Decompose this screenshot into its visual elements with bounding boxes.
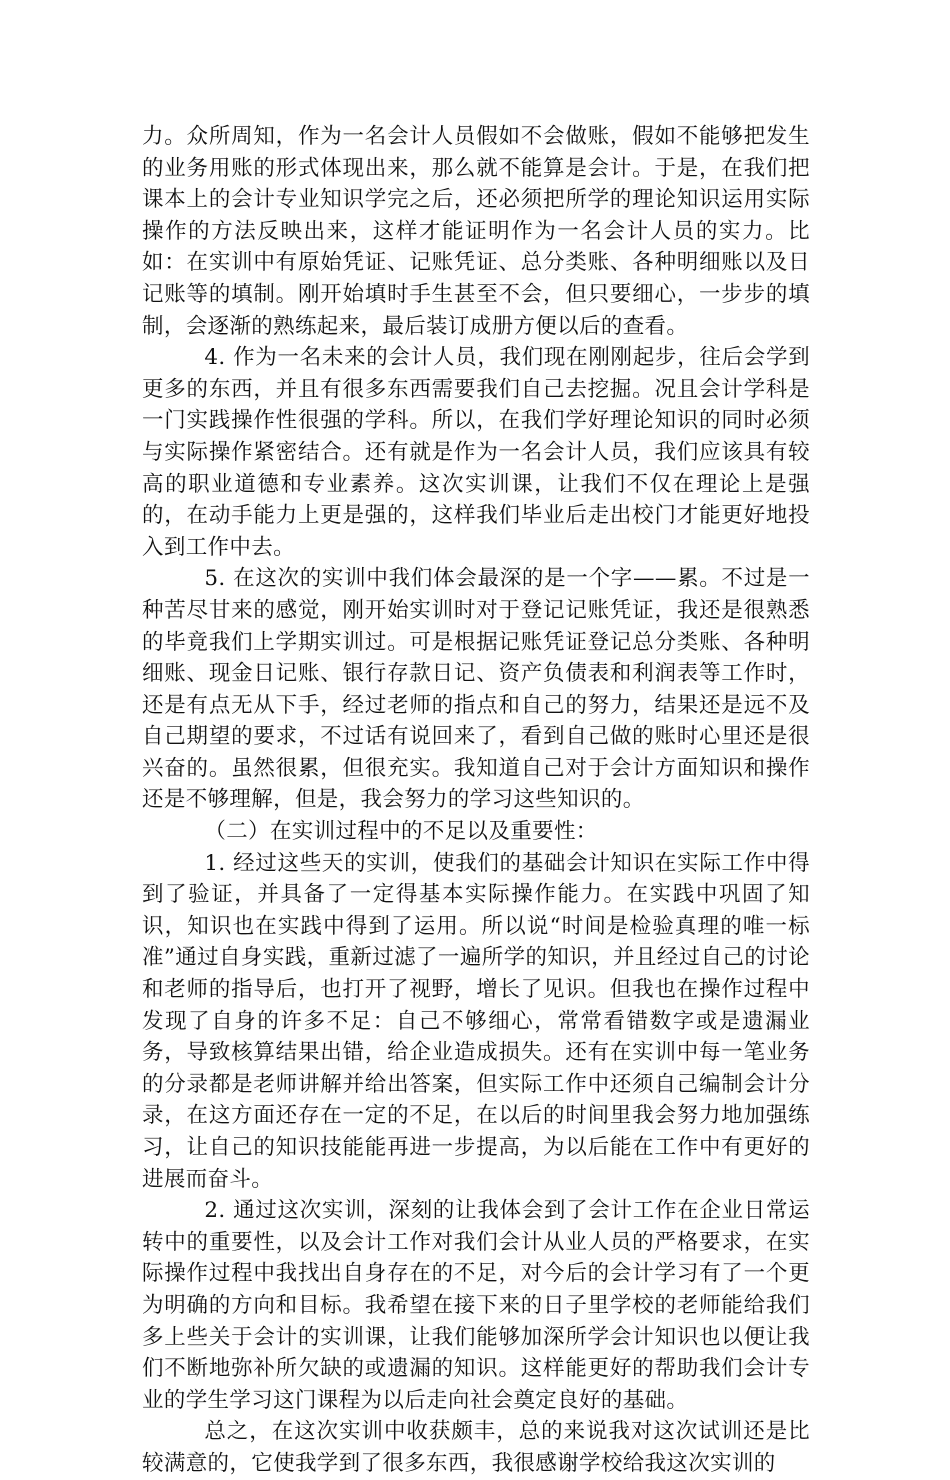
section-heading: （二）在实训过程中的不足以及重要性： bbox=[204, 819, 598, 845]
paragraph-item-1: 1. 经过这些天的实训，使我们的基础会计知识在实际工作中得到了验证，并具备了一定得基本实际操作能力。在实践中巩固了知识，知识也在实践中得到了运用。所以说“时间是检验真理的唯一标准”通过自身实践，重新过滤了一遍所学的知识，并且经过自己的讨论和老师的指导后，也打开了视野，增长了见识。但我也在操作过程中发现了自身的许多不足：自己不够细心，常常看错数字或是遗漏业务，导致核算结果出错，给企业造成损失。还有在实训中每一笔业务的分录都是老师讲解并给出答案，但实际工作中还须自己编制会计分录，在这方面还存在一定的不足，在以后的时间里我会努力地加强练习，让自己的知识技能能再进一步提高，为以后能在工作中有更好的进展而奋斗。 bbox=[142, 850, 810, 1192]
paragraph-item-5: 5. 在这次的实训中我们体会最深的是一个字——累。不过是一种苦尽甘来的感觉，刚开始实训时对于登记记账凭证，我还是很熟悉的毕竟我们上学期实训过。可是根据记账凭证登记总分类账、各种明细账、现金日记账、银行存款日记、资产负债表和利润表等工作时，还是有点无从下手，经过老师的指点和自己的努力，结果还是远不及自己期望的要求，不过话有说回来了，看到自己做的账时心里还是很兴奋的。虽然很累，但很充实。我知道自己对于会计方面知识和操作还是不够理解，但是，我会努力的学习这些知识的。 bbox=[142, 566, 810, 813]
paragraph-continuation: 力。众所周知，作为一名会计人员假如不会做账，假如不能够把发生的业务用账的形式体现出来，那么就不能算是会计。于是，在我们把课本上的会计专业知识学完之后，还必须把所学的理论知识运用实际操作的方法反映出来，这样才能证明作为一名会计人员的实力。比如：在实训中有原始凭证、记账凭证、总分类账、各种明细账以及日记账等的填制。刚开始填时手生甚至不会，但只要细心，一步步的填制，会逐渐的熟练起来，最后装订成册方便以后的查看。 bbox=[142, 124, 810, 339]
paragraph-conclusion: 总之，在这次实训中收获颇丰，总的来说我对这次试训还是比较满意的，它使我学到了很多东西，我很感谢学校给我这次实训的 bbox=[142, 1419, 810, 1476]
document-body bbox=[142, 121, 810, 1480]
paragraph-item-4: 4. 作为一名未来的会计人员，我们现在刚刚起步，往后会学到更多的东西，并且有很多东西需要我们自己去挖掘。况且会计学科是一门实践操作性很强的学科。所以，在我们学好理论知识的同时必须与实际操作紧密结合。还有就是作为一名会计人员，我们应该具有较高的职业道德和专业素养。这次实训课，让我们不仅在理论上是强的，在动手能力上更是强的，这样我们毕业后走出校门才能更好地投入到工作中去。 bbox=[142, 345, 810, 560]
paragraph-item-2: 2. 通过这次实训，深刻的让我体会到了会计工作在企业日常运转中的重要性，以及会计工作对我们会计从业人员的严格要求，在实际操作过程中我找出自身存在的不足，对今后的会计学习有了一个更为明确的方向和目标。我希望在接下来的日子里学校的老师能给我们多上些关于会计的实训课，让我们能够加深所学会计知识也以便让我们不断地弥补所欠缺的或遗漏的知识。这样能更好的帮助我们会计专业的学生学习这门课程为以后走向社会奠定良好的基础。 bbox=[142, 1198, 810, 1413]
